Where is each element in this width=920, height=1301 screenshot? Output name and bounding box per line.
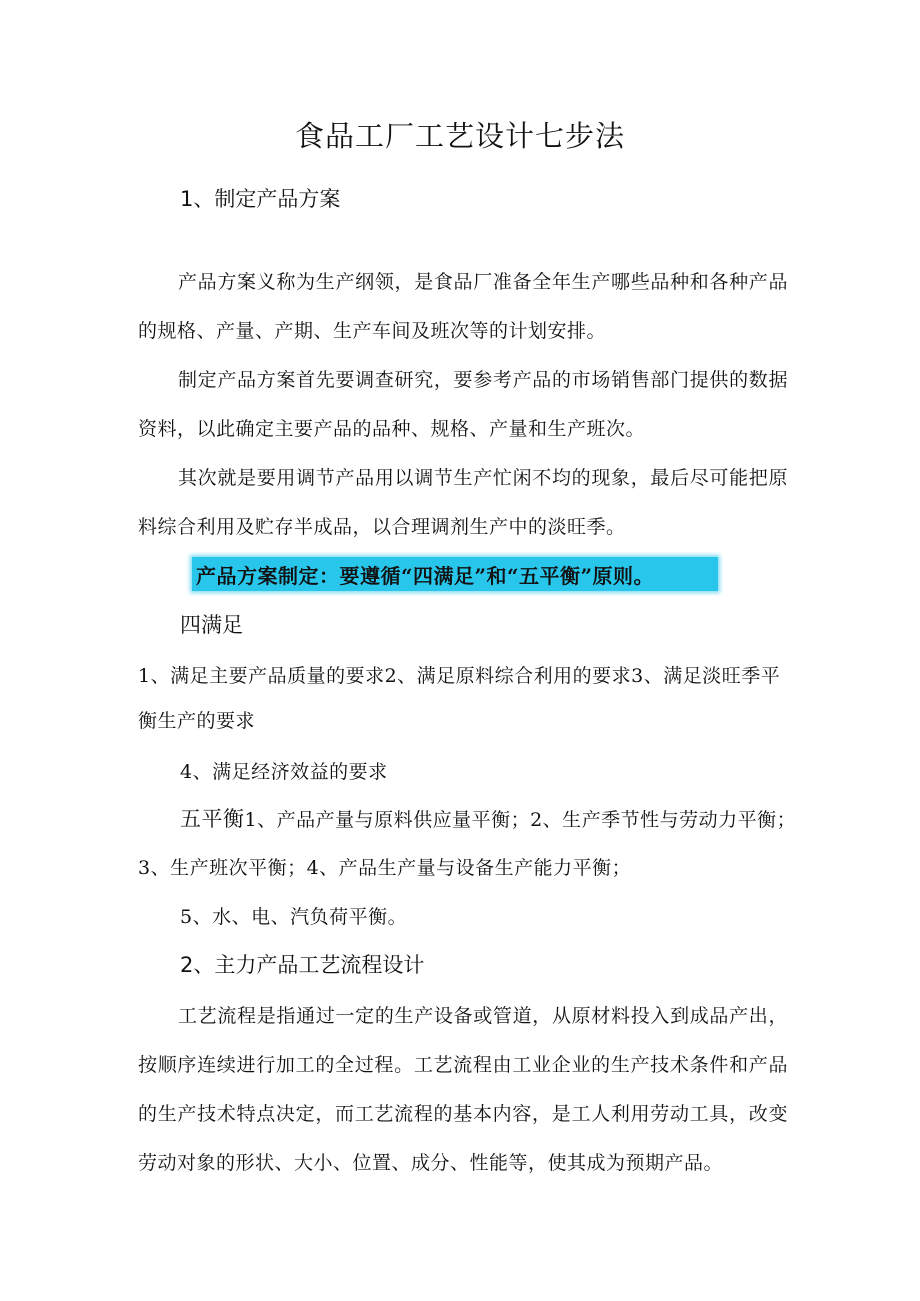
- section-heading-2: 2、主力产品工艺流程设计: [180, 953, 425, 977]
- document-title: 食品工厂工艺设计七步法: [294, 119, 625, 153]
- five-balances-line-2: 3、生产班次平衡；4、产品生产量与设备生产能力平衡；: [138, 857, 632, 879]
- four-satisfactions-line-2: 衡生产的要求: [138, 710, 256, 732]
- paragraph-product-plan-definition: 产品方案义称为生产纲领，是食品厂准备全年生产哪些品种和各种产品的规格、产量、产期、生产车间及班次等的计划安排。: [138, 271, 788, 342]
- five-balances-items-1-2: 1、产品产量与原料供应量平衡；2、生产季节性与劳动力平衡；: [244, 809, 797, 831]
- five-balances-line-1: [180, 803, 796, 833]
- highlighted-principle: 产品方案制定：要遵循“四满足”和“五平衡”原则。: [196, 564, 655, 588]
- four-satisfactions-title: 四满足: [180, 613, 243, 637]
- paragraph-product-plan-research: 制定产品方案首先要调查研究，要参考产品的市场销售部门提供的数据资料，以此确定主要产品的品种、规格、产量和生产班次。: [138, 369, 788, 440]
- four-satisfactions-line-1: 1、满足主要产品质量的要求2、满足原料综合利用的要求3、满足淡旺季平: [138, 665, 781, 687]
- four-satisfactions-item-4: 4、满足经济效益的要求: [180, 761, 388, 783]
- paragraph-product-plan-adjustment: 其次就是要用调节产品用以调节生产忙闲不均的现象，最后尽可能把原料综合利用及贮存半成品，以合理调剂生产中的淡旺季。: [138, 467, 788, 538]
- five-balances-item-5: 5、水、电、汽负荷平衡。: [180, 906, 408, 928]
- section-heading-1: 1、制定产品方案: [180, 187, 341, 211]
- five-balances-title: 五平衡: [180, 807, 245, 831]
- paragraph-process-flow-definition: 工艺流程是指通过一定的生产设备或管道，从原材料投入到成品产出，按顺序连续进行加工的全过程。工艺流程由工业企业的生产技术条件和产品的生产技术特点决定，而工艺流程的基本内容，是工人利用劳动工具，改变劳动对象的形状、大小、位置、成分、性能等，使其成为预期产品。: [138, 1005, 788, 1174]
